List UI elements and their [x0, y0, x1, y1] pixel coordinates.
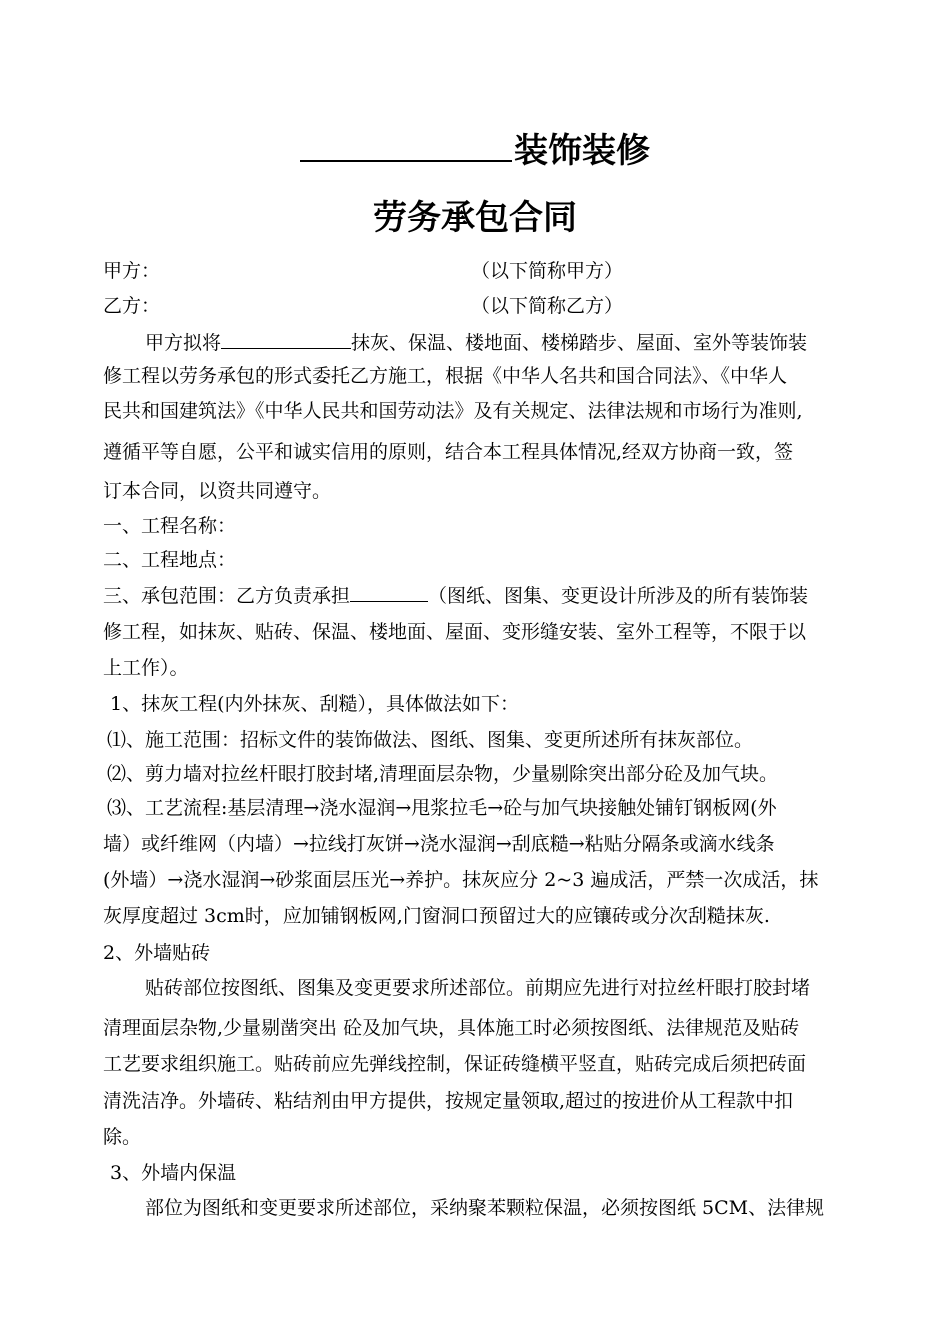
party-b-label: 乙方：	[103, 295, 161, 317]
plaster-item-3-line-2: 墙）或纤维网（内墙）→拉线打灰饼→浇水湿润→刮底糙→粘贴分隔条或滴水线条	[103, 833, 775, 855]
party-a-label: 甲方：	[103, 260, 161, 282]
tiles-line-3: 工艺要求组织施工。贴砖前应先弹线控制，保证砖缝横平竖直，贴砖完成后须把砖面	[103, 1053, 807, 1075]
section-scope-line-1: 三、承包范围：乙方负责承担 （图纸、图集、变更设计所涉及的所有装饰装	[103, 582, 808, 608]
plaster-heading: 1、抹灰工程(内外抹灰、刮糙），具体做法如下：	[110, 693, 520, 715]
intro-line-4: 遵循平等自愿，公平和诚实信用的原则，结合本工程具体情况,经双方协商一致，签	[103, 441, 794, 463]
section-project-location: 二、工程地点：	[103, 549, 237, 571]
section-scope-line-2: 修工程，如抹灰、贴砖、保温、楼地面、屋面、变形缝安装、室外工程等，不限于以	[103, 621, 807, 643]
title-blank-underline	[300, 130, 512, 162]
section-scope-line-3: 上工作）。	[103, 657, 189, 679]
tiles-line-5: 除。	[103, 1126, 142, 1148]
insulation-line-1: 部位为图纸和变更要求所述部位，采纳聚苯颗粒保温，必须按图纸 5CM、法律规	[145, 1197, 825, 1219]
insulation-heading: 3、外墙内保温	[110, 1162, 237, 1184]
tiles-line-4: 清洗洁净。外墙砖、粘结剂由甲方提供，按规定量领取,超过的按进价从工程款中扣	[103, 1090, 794, 1112]
plaster-item-2: ⑵、剪力墙对拉丝杆眼打胶封堵,清理面层杂物，少量剔除突出部分砼及加气块。	[107, 763, 779, 785]
intro-line-2: 修工程以劳务承包的形式委托乙方施工，根据《中华人名共和国合同法》、《中华人	[103, 365, 788, 387]
contract-title-line2: 劳务承包合同	[373, 198, 577, 238]
plaster-item-3-line-1: ⑶、工艺流程:基层清理→浇水湿润→甩浆拉毛→砼与加气块接触处铺钉钢板网(外	[107, 797, 777, 819]
party-a-note: （以下简称甲方）	[471, 260, 624, 282]
tiles-line-1: 贴砖部位按图纸、图集及变更要求所述部位。前期应先进行对拉丝杆眼打胶封堵	[145, 977, 811, 999]
tiles-heading: 2、外墙贴砖	[103, 942, 211, 964]
intro-line-5: 订本合同，以资共同遵守。	[103, 480, 332, 502]
section-project-name: 一、工程名称：	[103, 515, 237, 537]
intro-line-3: 民共和国建筑法》《中华人民共和国劳动法》及有关规定、法律法规和市场行为准则,	[103, 400, 803, 422]
plaster-item-1: ⑴、施工范围：招标文件的装饰做法、图纸、图集、变更所述所有抹灰部位。	[107, 729, 754, 751]
intro-line-1: 甲方拟将 抹灰、保温、楼地面、楼梯踏步、屋面、室外等装饰装	[145, 329, 807, 355]
party-b-note: （以下简称乙方）	[471, 295, 624, 317]
scope-blank	[350, 582, 428, 602]
plaster-item-3-line-3: (外墙）→浇水湿润→砂浆面层压光→养护。抹灰应分 2~3 遍成活，严禁一次成活，抹	[103, 869, 819, 891]
contract-title-line1: 装饰装修	[0, 130, 950, 171]
intro-blank	[221, 329, 351, 349]
tiles-line-2: 清理面层杂物,少量剔凿突出 砼及加气块，具体施工时必须按图纸、法律规范及贴砖	[103, 1017, 800, 1039]
plaster-item-3-line-4: 灰厚度超过 3cm时，应加铺钢板网,门窗洞口预留过大的应镶砖或分次刮糙抹灰.	[103, 905, 770, 927]
